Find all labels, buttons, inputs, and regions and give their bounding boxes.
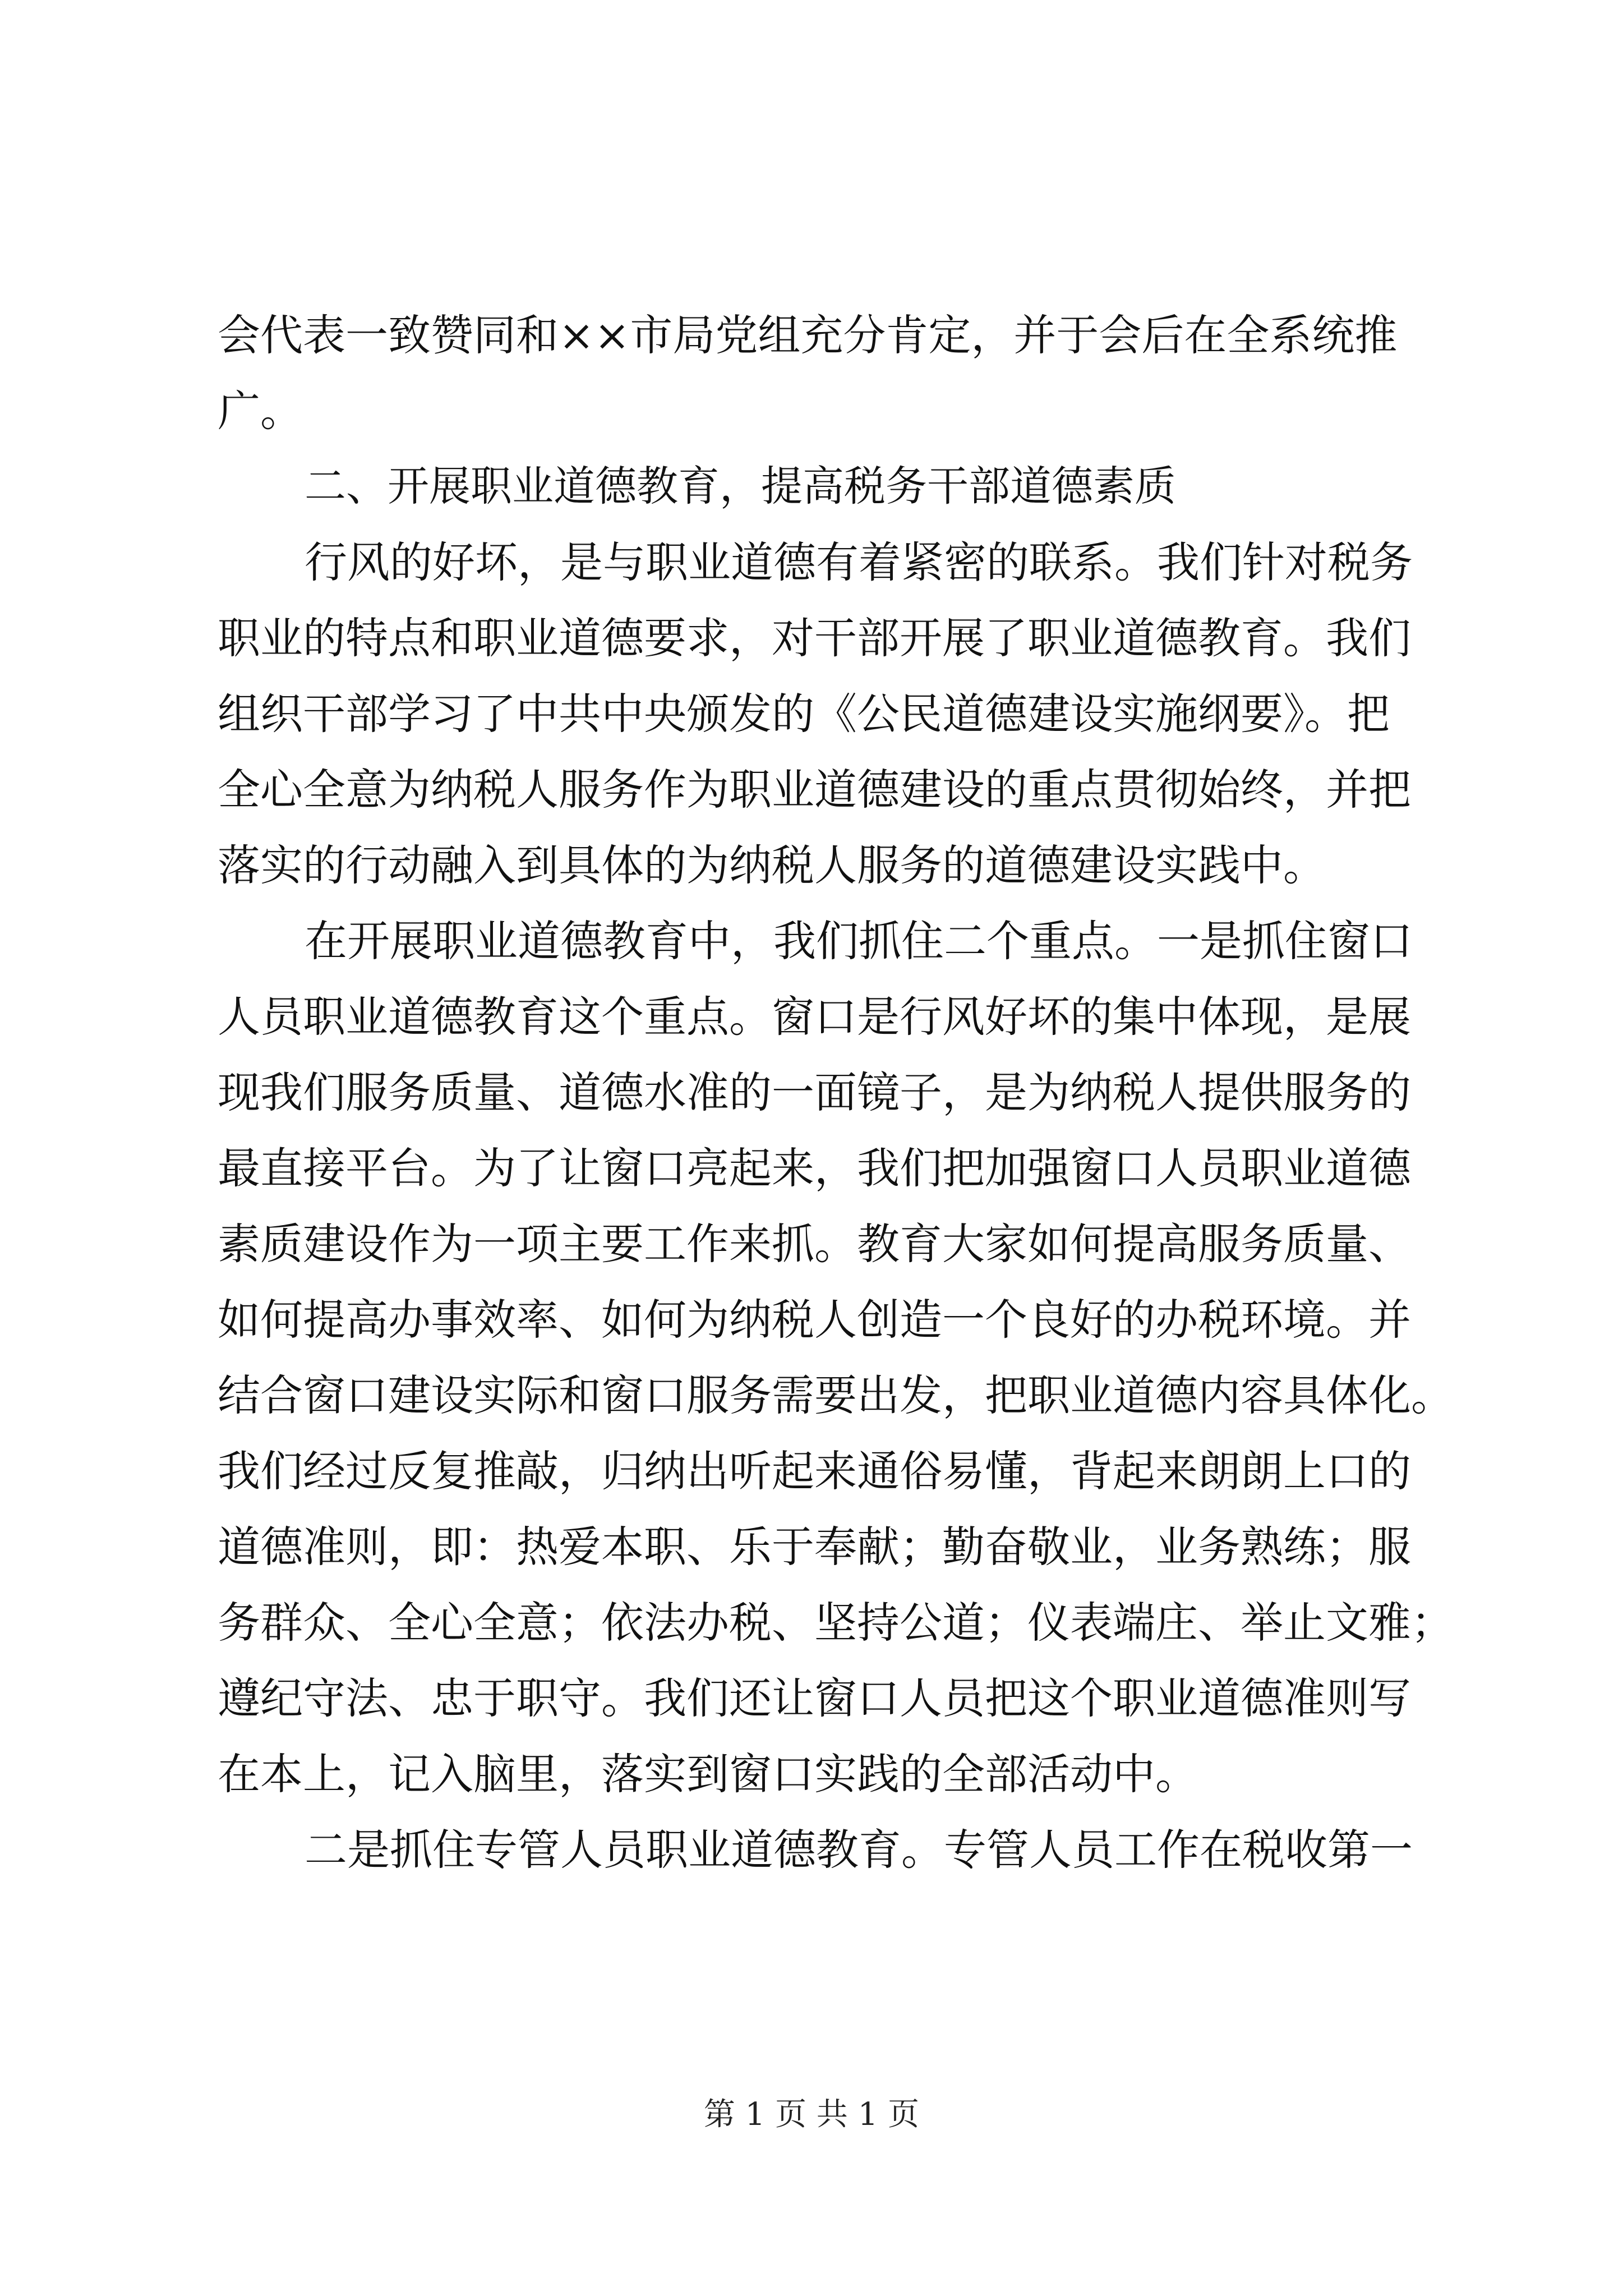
page-footer: 第 1 页 共 1 页: [703, 2096, 920, 2133]
text-line-21: 二是抓住专管人员职业道德教育。专管人员工作在税收第一: [305, 1825, 1413, 1875]
text-line-12: 最直接平台。为了让窗口亮起来，我们把加强窗口人员职业道德: [218, 1143, 1411, 1193]
text-line-20: 在本上，记入脑里，落实到窗口实践的全部活动中。: [218, 1749, 1198, 1799]
text-line-2: 广。: [218, 386, 303, 436]
text-line-17: 道德准则，即：热爱本职、乐于奉献；勤奋敬业，业务熟练；服: [218, 1522, 1411, 1572]
text-line-7: 全心全意为纳税人服务作为职业道德建设的重点贯彻始终，并把: [218, 765, 1411, 815]
text-line-4: 行风的好坏，是与职业道德有着紧密的联系。我们针对税务: [305, 537, 1413, 587]
text-line-10: 人员职业道德教育这个重点。窗口是行风好坏的集中体现，是展: [218, 992, 1411, 1042]
text-line-13: 素质建设作为一项主要工作来抓。教育大家如何提高服务质量、: [218, 1219, 1411, 1269]
text-line-5: 职业的特点和职业道德要求，对干部开展了职业道德教育。我们: [218, 613, 1411, 663]
text-line-19: 遵纪守法、忠于职守。我们还让窗口人员把这个职业道德准则写: [218, 1673, 1411, 1723]
document-body: [218, 297, 1454, 1888]
text-line-1: 会代表一致赞同和××市局党组充分肯定，并于会后在全系统推: [218, 310, 1398, 360]
text-line-11: 现我们服务质量、道德水准的一面镜子，是为纳税人提供服务的: [218, 1068, 1411, 1117]
text-line-14: 如何提高办事效率、如何为纳税人创造一个良好的办税环境。并: [218, 1295, 1411, 1345]
text-line-6: 组织干部学习了中共中央颁发的《公民道德建设实施纲要》。把: [218, 689, 1390, 739]
text-line-18: 务群众、全心全意；依法办税、坚持公道；仪表端庄、举止文雅；: [218, 1598, 1454, 1648]
section-heading: 二、开展职业道德教育，提高税务干部道德素质: [305, 462, 1176, 510]
text-line-8: 落实的行动融入到具体的为纳税人服务的道德建设实践中。: [218, 840, 1326, 890]
text-line-15: 结合窗口建设实际和窗口服务需要出发，把职业道德内容具体化。: [218, 1370, 1454, 1420]
text-line-16: 我们经过反复推敲，归纳出听起来通俗易懂，背起来朗朗上口的: [218, 1446, 1411, 1496]
text-line-9: 在开展职业道德教育中，我们抓住二个重点。一是抓住窗口: [305, 916, 1413, 966]
